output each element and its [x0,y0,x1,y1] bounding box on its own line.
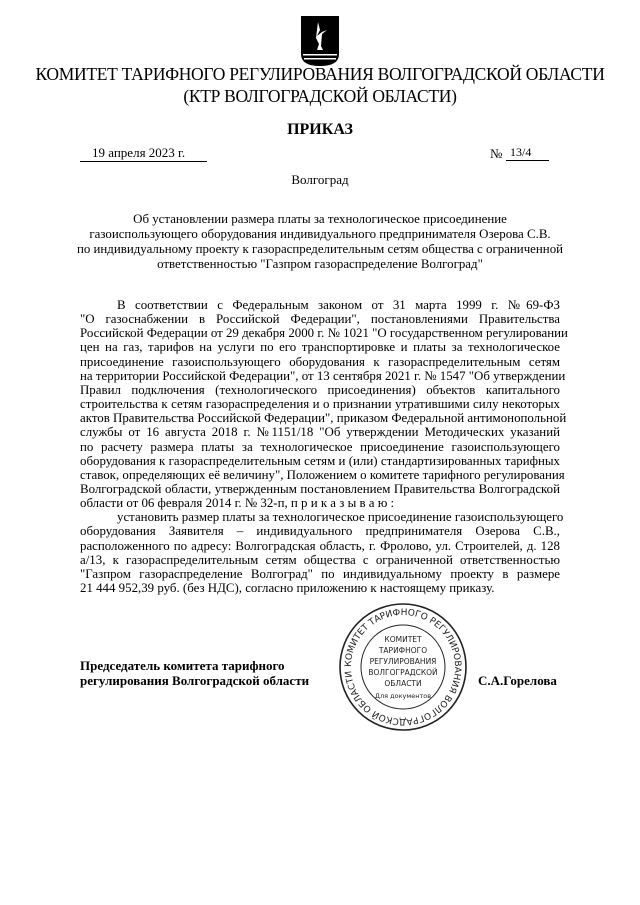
body-line: на территории Российской Федерации", от 13 сентября 2021 г. № 1547 "Об утверждении [80,368,566,383]
body-line: 21 444 952,39 руб. (без НДС), согласно приложению к настоящему приказу. [80,581,495,595]
coat-of-arms-emblem [301,16,339,66]
body-line: "О газоснабжении в Российской Федерации", постановлениями Правительства [80,312,560,327]
body-line: Российской Федерации от 29 декабря 2000 г. № 1021 "О государственном регулировании [80,326,568,341]
body-line: В соответствии с Федеральным законом от 31 марта 1999 г. №69-ФЗ [117,298,560,312]
body-line: а/13, к газораспределительным сетям общества с ограниченной ответственностью [80,552,560,567]
title-line: Об установлении размера платы за технологическое присоединение [133,212,507,226]
title-line: ответственностью "Газпром газораспределение Волгоград" [157,257,483,271]
signatory-position-line1: Председатель комитета тарифного [80,658,285,673]
svg-text:КОМИТЕТ ТАРИФНОГО РЕГУЛИРОВАНИ: КОМИТЕТ ТАРИФНОГО РЕГУЛИРОВАНИЯ ВОЛГОГРАДСКОЙ ОБЛАСТИ [343,607,463,727]
body-line: Правил подключения (технологического присоединения) объектов капитального [80,382,560,397]
body-line: Волгоградской области, утвержденным постановлением Правительства Волгоградской [80,481,560,496]
body-line: по расчету размера платы за технологическое присоединение газоиспользующего [80,439,560,454]
doc-type: ПРИКАЗ [287,121,353,138]
body-line: актов Правительства Российской Федерации", приказом Федеральной антимонопольной [80,411,567,426]
body-line: области от 06 февраля 2014 г. № 32-п, п р и к а з ы в а ю : [80,496,395,511]
order-date: 19 апреля 2023 г. [80,145,207,162]
body-line: ставок, определяющих её величину", Положением о комитете тарифного регулирования [80,467,565,482]
body-line: службы от 16 августа 2018 г. №1151/18 "Об утверждении Методических указаний [80,425,560,440]
title-line: газоиспользующего оборудования индивидуального предпринимателя Озерова С.В. [89,227,551,241]
org-short-name: (КТР ВОЛГОГРАДСКОЙ ОБЛАСТИ) [183,86,457,106]
org-name: КОМИТЕТ ТАРИФНОГО РЕГУЛИРОВАНИЯ ВОЛГОГРАДСКОЙ ОБЛАСТИ [35,64,605,84]
body-line: "Газпром газораспределение Волгоград" по индивидуальному проекту в размере [80,566,560,581]
number-label: № [490,146,503,161]
official-stamp [338,602,468,732]
body-line: цен на газ, тарифов на услуги по его транспортировке и платы за технологическое [80,340,560,355]
svg-text:КОМИТЕТТАРИФНОГОРЕГУЛИРОВАНИЯВ: КОМИТЕТ ТАРИФНОГО РЕГУЛИРОВАНИЯ ВОЛГОГРАДСКОЙ ОБЛАСТИ Для документов [368,635,438,700]
signatory-name: С.А.Горелова [478,673,557,688]
body-line: расположенного по адресу: Волгоградская область, г. Фролово, ул. Строителей, д. 128 [80,538,560,553]
body-line: оборудования Заявителя – индивидуального предпринимателя Озерова С.В., [80,524,560,539]
order-number: 13/4 [506,145,549,161]
signatory-position-line2: регулирования Волгоградской области [80,673,310,688]
city: Волгоград [291,172,349,187]
body-line: присоединение газоиспользующего оборудования к газораспределительным сетям [80,354,560,369]
body-line: строительства к сетям газораспределения и о признании утратившими силу некоторых [80,397,560,412]
body-line: оборудования к газораспределительным сетям и (или) стандартизированных тарифных [80,453,560,468]
body-line: установить размер платы за технологическое присоединение газоиспользующего [117,510,564,525]
title-line: по индивидуальному проекту к газораспределительным сетям общества с ограниченной [76,242,564,256]
